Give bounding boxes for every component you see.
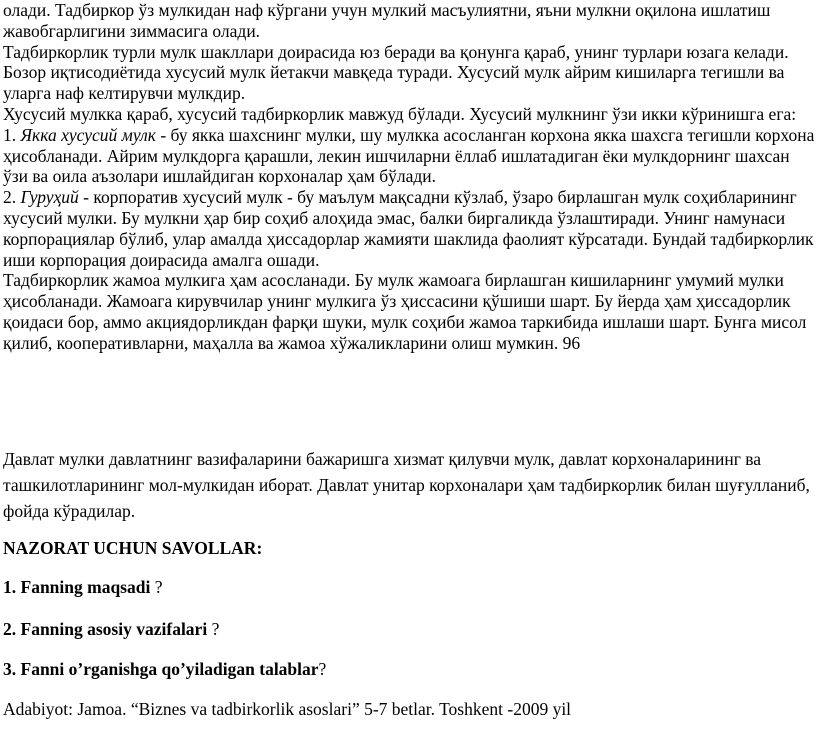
literature-reference: Adabiyot: Jamoa. “Biznes va tadbirkorlik asoslari” 5-7 betlar. Toshkent -2009 yil [3, 699, 572, 719]
paragraph-7: Давлат мулки давлатнинг вазифаларини бажаришга хизмат қилувчи мулк, давлат корхоналарининг ва ташкилотларининг мол-мулкидан иборат. Давлат унитар корхоналари ҳам тадбиркорлик билан шуғулланиб, фойда кўрадилар. [3, 449, 810, 521]
paragraph-3: Хусусий мулкка қараб, хусусий тадбиркорлик мавжуд бўлади. Хусусий мулкнинг ўзи икки кўринишга ега: [3, 103, 797, 124]
question-2: 2. Fanning asosiy vazifalari ? [3, 619, 220, 639]
body-text-block [3, 0, 815, 354]
paragraph-4-text: - бу якка шахснинг мулки, шу мулкка асосланган корхона якка шахсга тегишли корхона ҳисобланади. Айрим мулкдорга қарашли, лекин ишчиларни ёллаб ишлатадиган ёки мулкдорнинг шахсан ўзи ва оила аъзолари ишлайдиган корхоналар ҳам бўлади. [3, 124, 815, 187]
questions-heading: NAZORAT UCHUN SAVOLLAR: [3, 538, 263, 558]
question-1-text: 1. Fanning maqsadi [3, 577, 151, 597]
paragraph-1: олади. Тадбиркор ўз мулкидан наф кўргани учун мулкий масъулиятни, яъни мулкни оқилона ишлатиш жавобгарлигини зиммасига олади. [3, 0, 771, 41]
paragraph-2: Тадбиркорлик турли мулк шакллари доирасида юз беради ва қонунга қараб, унинг турлари юзага келади. Бозор иқтисодиётида хусусий мулк йетакчи мавқеда туради. Хусусий мулк айрим кишиларга тегишли ва уларга наф келтирувчи мулкдир. [3, 41, 789, 104]
question-3: 3. Fanni o’rganishga qo’yiladigan talablar? [3, 659, 327, 679]
term-group-property: Гуруҳий [20, 187, 79, 208]
list-number-1: 1. [3, 124, 21, 145]
paragraph-5-text: - корпоратив хусусий мулк - бу маълум мақсадни кўзлаб, ўзаро бирлашган мулк соҳибларининг хусусий мулки. Бу мулкни ҳар бир соҳиб алоҳида эмас, балки биргаликда ўзлаштиради. Унинг намунаси корпорациялар бўлиб, улар амалда ҳиссадорлар жамияти шаклида фаолият кўрсатади. Бундай тадбиркорлик иши корпорация доирасида амалга ошади. [3, 187, 814, 270]
list-number-2: 2. [3, 187, 21, 208]
question-2-text: 2. Fanning asosiy vazifalari [3, 619, 208, 639]
term-individual-property: Якка хусусий мулк [20, 124, 156, 145]
paragraph-6: Тадбиркорлик жамоа мулкига ҳам асосланади. Бу мулк жамоага бирлашган кишиларнинг умумий мулки ҳисобланади. Жамоага кирувчилар унинг мулкига ўз ҳиссасини қўшиши шарт. Бу йерда ҳам ҳиссадорлик қоидаси бор, аммо акциядорликдан фарқи шуки, мулк соҳиби жамоа таркибида ишлаши шарт. Бунга мисол қилиб, кооперативларни, маҳалла ва жамоа хўжаликларини олиш мумкин. 96 [3, 270, 807, 353]
paragraph-5 [3, 187, 815, 270]
paragraph-4 [3, 125, 815, 187]
question-3-text: 3. Fanni o’rganishga qo’yiladigan talablar [3, 659, 319, 679]
question-1: 1. Fanning maqsadi ? [3, 577, 163, 597]
